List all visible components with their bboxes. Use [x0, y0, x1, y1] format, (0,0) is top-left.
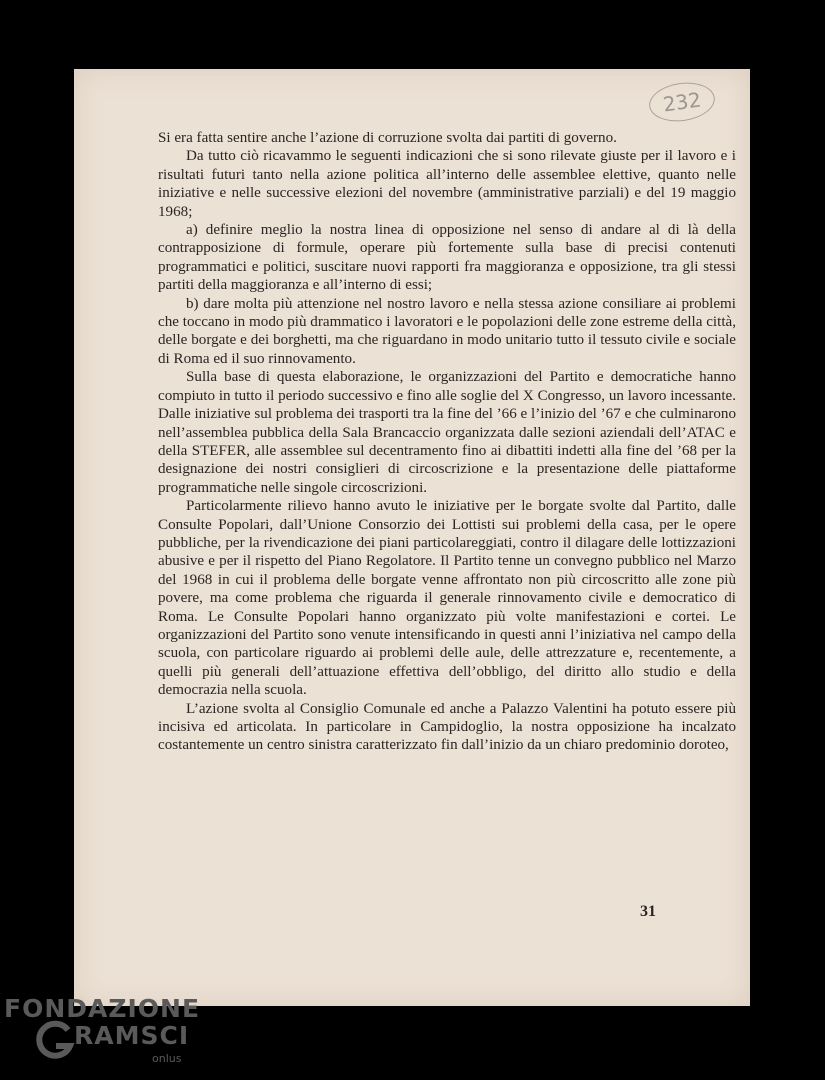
paragraph: L’azione svolta al Consiglio Comunale ed anche a Palazzo Valentini ha potuto essere più incisiva ed articolata. In particolare in Campidoglio, la nostra opposizione ha incalzato costantemente un centro sinistra caratterizzato fin dall’inizio da un chiaro predominio doroteo, [158, 700, 736, 754]
watermark-line-2: RAMSCI [74, 1021, 190, 1050]
pencil-annotation: 232 [647, 79, 718, 126]
paragraph: Sulla base di questa elaborazione, le organizzazioni del Partito e democratiche hanno compiuto in tutto il periodo successivo e fino alle soglie del X Congresso, un lavoro incessante. Dalle iniziative sul problema dei trasporti tra la fine del ’66 e l’inizio del ’67 e che culminarono nell’assemblea pubblica della Sala Brancaccio organizzata dalle sezioni aziendali dell’ATAC e della STEFER, alle assemblee sul decentramento fino ai dibattiti indetti alla fine del ’68 per la designazione dei nostri consiglieri di circoscrizione e la presentazione delle piattaforme programmatiche nelle singole circoscrizioni. [158, 369, 736, 496]
paragraph: Da tutto ciò ricavammo le seguenti indicazioni che si sono rilevate giuste per il lavoro e i risultati futuri tanto nella azione politica all’interno delle assemblee elettive, quanto nelle iniziative e nelle successive elezioni del novembre (amministrative parziali) e del 19 maggio 1968; [158, 148, 736, 220]
page-number: 31 [640, 903, 656, 920]
watermark-sub: onlus [152, 1052, 182, 1065]
paragraph: Si era fatta sentire anche l’azione di corruzione svolta dai partiti di governo. [158, 130, 617, 146]
document-page [74, 69, 750, 1006]
fondazione-gramsci-watermark [4, 994, 204, 1076]
list-item-a: a) definire meglio la nostra linea di opposizione nel senso di andare al di là della contrapposizione di formule, operare più fortemente sulla base di precisi contenuti programmatici e politici, suscitare nuovi rapporti fra maggioranza e opposizione, tra gli stessi partiti della maggioranza e all’interno di essi; [158, 222, 736, 294]
paragraph: Particolarmente rilievo hanno avuto le iniziative per le borgate svolte dal Partito, dalle Consulte Popolari, dall’Unione Consorzio dei Lottisti sui problemi della casa, per le opere pubbliche, per la rivendicazione dei piani particolareggiati, contro il dilagare delle lottizzazioni abusive e per il rispetto del Piano Regolatore. Il Partito tenne un convegno pubblico nel Marzo del 1968 in cui il problema delle borgate venne affrontato non più circoscritto alle zone più povere, ma come problema che riguarda il generale rinnovamento civile e democratico di Roma. Le Consulte Popolari hanno organizzato più volte manifestazioni e cortei. Le organizzazioni del Partito sono venute intensificando in questi anni l’iniziativa nel campo della scuola, con particolare riguardo ai problemi delle aule, delle attrezzature e, recentemente, a quelli più generali dell’attuazione effettiva dell’obbligo, del diritto allo studio e della democrazia nella scuola. [158, 498, 736, 699]
list-item-b: b) dare molta più attenzione nel nostro lavoro e nella stessa azione consiliare ai problemi che toccano in modo più drammatico i lavoratori e le popolazioni delle zone estreme della città, delle borgate e dei borghetti, ma che riguardano in modo unitario tutto il tessuto civile e sociale di Roma ed il suo rinnovamento. [158, 295, 736, 367]
body-text [158, 129, 736, 755]
watermark-line-1: FONDAZIONE [4, 994, 201, 1023]
gramsci-g-logo-icon [34, 1020, 76, 1062]
